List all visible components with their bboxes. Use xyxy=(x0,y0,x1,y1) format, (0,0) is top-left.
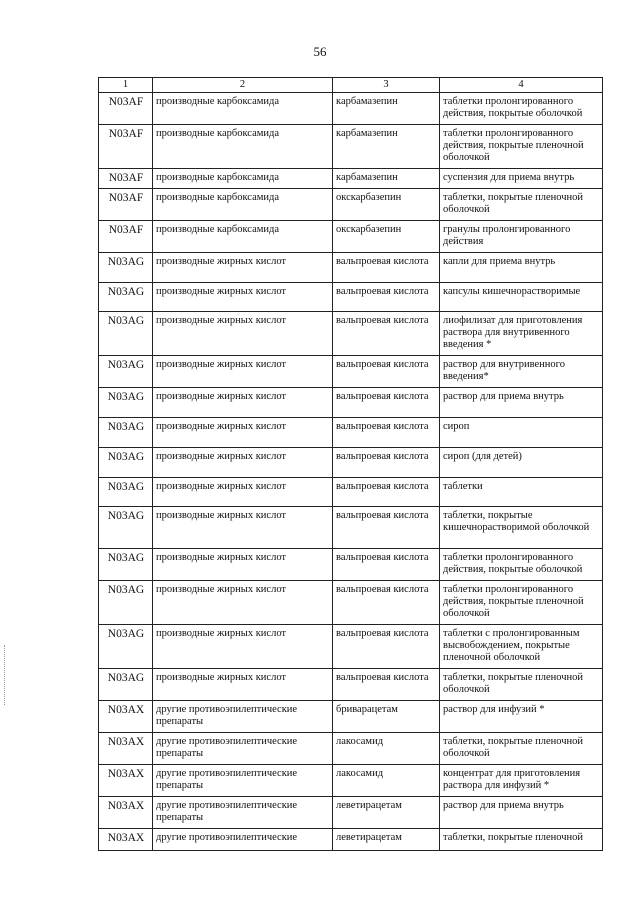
atc-code-cell: N03AX xyxy=(99,765,153,797)
substance-cell: карбамазепин xyxy=(333,125,440,169)
atc-code-cell: N03AG xyxy=(99,625,153,669)
atc-code-cell: N03AG xyxy=(99,478,153,507)
group-cell: другие противоэпилептические препараты xyxy=(153,765,333,797)
group-cell: производные жирных кислот xyxy=(153,356,333,388)
dosage-form-cell: таблетки xyxy=(440,478,603,507)
page-number: 56 xyxy=(313,44,327,59)
group-cell: производные карбоксамида xyxy=(153,221,333,253)
dosage-form-cell: сироп xyxy=(440,418,603,448)
dosage-form-cell: сироп (для детей) xyxy=(440,448,603,478)
table-row xyxy=(99,448,603,478)
atc-code-cell: N03AG xyxy=(99,312,153,356)
substance-cell: окскарбазепин xyxy=(333,189,440,221)
atc-code-cell: N03AG xyxy=(99,448,153,478)
table-row xyxy=(99,189,603,221)
table-row xyxy=(99,253,603,283)
dosage-form-cell: таблетки, покрытые пленочной оболочкой xyxy=(440,669,603,701)
group-cell: производные карбоксамида xyxy=(153,93,333,125)
group-cell: производные жирных кислот xyxy=(153,669,333,701)
group-cell: производные жирных кислот xyxy=(153,253,333,283)
group-cell: производные карбоксамида xyxy=(153,125,333,169)
group-cell: производные жирных кислот xyxy=(153,283,333,312)
group-cell: производные жирных кислот xyxy=(153,625,333,669)
dosage-form-cell: таблетки, покрытые пленочной xyxy=(440,829,603,851)
substance-cell: вальпроевая кислота xyxy=(333,418,440,448)
substance-cell: вальпроевая кислота xyxy=(333,356,440,388)
substance-cell: вальпроевая кислота xyxy=(333,549,440,581)
atc-code-cell: N03AG xyxy=(99,581,153,625)
group-cell: производные жирных кислот xyxy=(153,507,333,549)
table-row xyxy=(99,765,603,797)
table-row xyxy=(99,169,603,189)
table-row xyxy=(99,356,603,388)
atc-code-cell: N03AX xyxy=(99,733,153,765)
dosage-form-cell: суспензия для приема внутрь xyxy=(440,169,603,189)
group-cell: другие противоэпилептические препараты xyxy=(153,701,333,733)
table-row xyxy=(99,797,603,829)
atc-code-cell: N03AG xyxy=(99,253,153,283)
atc-code-cell: N03AF xyxy=(99,125,153,169)
column-header-1: 1 xyxy=(99,78,153,93)
dosage-form-cell: концентрат для приготовления раствора для инфузий * xyxy=(440,765,603,797)
atc-code-cell: N03AG xyxy=(99,388,153,418)
dosage-form-cell: капли для приема внутрь xyxy=(440,253,603,283)
dosage-form-cell: раствор для инфузий * xyxy=(440,701,603,733)
substance-cell: леветирацетам xyxy=(333,829,440,851)
group-cell: производные жирных кислот xyxy=(153,388,333,418)
group-cell: другие противоэпилептические препараты xyxy=(153,733,333,765)
column-header-3: 3 xyxy=(333,78,440,93)
column-header-2: 2 xyxy=(153,78,333,93)
table-row xyxy=(99,312,603,356)
substance-cell: вальпроевая кислота xyxy=(333,507,440,549)
atc-code-cell: N03AG xyxy=(99,669,153,701)
substance-cell: карбамазепин xyxy=(333,93,440,125)
column-header-4: 4 xyxy=(440,78,603,93)
substance-cell: вальпроевая кислота xyxy=(333,581,440,625)
table-body xyxy=(99,93,603,851)
atc-code-cell: N03AX xyxy=(99,829,153,851)
table-row xyxy=(99,283,603,312)
scan-edge-mark xyxy=(4,645,8,705)
group-cell: другие противоэпилептические препараты xyxy=(153,797,333,829)
dosage-form-cell: раствор для приема внутрь xyxy=(440,797,603,829)
dosage-form-cell: таблетки пролонгированного действия, покрытые пленочной оболочкой xyxy=(440,125,603,169)
group-cell: производные жирных кислот xyxy=(153,549,333,581)
dosage-form-cell: таблетки пролонгированного действия, покрытые оболочкой xyxy=(440,93,603,125)
substance-cell: вальпроевая кислота xyxy=(333,448,440,478)
table-row xyxy=(99,701,603,733)
atc-code-cell: N03AG xyxy=(99,507,153,549)
group-cell: производные жирных кислот xyxy=(153,478,333,507)
atc-code-cell: N03AF xyxy=(99,93,153,125)
table-row xyxy=(99,829,603,851)
atc-code-cell: N03AF xyxy=(99,189,153,221)
table-header-row xyxy=(99,78,603,93)
dosage-form-cell: таблетки, покрытые кишечнорастворимой оболочкой xyxy=(440,507,603,549)
table-row xyxy=(99,125,603,169)
substance-cell: вальпроевая кислота xyxy=(333,625,440,669)
group-cell: другие противоэпилептические xyxy=(153,829,333,851)
substance-cell: вальпроевая кислота xyxy=(333,283,440,312)
dosage-form-cell: капсулы кишечнорастворимые xyxy=(440,283,603,312)
table-row xyxy=(99,625,603,669)
dosage-form-cell: таблетки пролонгированного действия, покрытые оболочкой xyxy=(440,549,603,581)
substance-cell: лакосамид xyxy=(333,733,440,765)
substance-cell: вальпроевая кислота xyxy=(333,388,440,418)
table-row xyxy=(99,669,603,701)
table-row xyxy=(99,478,603,507)
substance-cell: окскарбазепин xyxy=(333,221,440,253)
substance-cell: вальпроевая кислота xyxy=(333,669,440,701)
atc-code-cell: N03AG xyxy=(99,418,153,448)
table-row xyxy=(99,93,603,125)
group-cell: производные жирных кислот xyxy=(153,581,333,625)
substance-cell: леветирацетам xyxy=(333,797,440,829)
substance-cell: карбамазепин xyxy=(333,169,440,189)
table-row xyxy=(99,418,603,448)
group-cell: производные жирных кислот xyxy=(153,312,333,356)
table-row xyxy=(99,221,603,253)
dosage-form-cell: гранулы пролонгированного действия xyxy=(440,221,603,253)
atc-code-cell: N03AX xyxy=(99,701,153,733)
substance-cell: вальпроевая кислота xyxy=(333,253,440,283)
group-cell: производные карбоксамида xyxy=(153,169,333,189)
medication-table xyxy=(98,77,603,851)
atc-code-cell: N03AG xyxy=(99,283,153,312)
atc-code-cell: N03AF xyxy=(99,221,153,253)
dosage-form-cell: таблетки, покрытые пленочной оболочкой xyxy=(440,733,603,765)
group-cell: производные жирных кислот xyxy=(153,448,333,478)
atc-code-cell: N03AF xyxy=(99,169,153,189)
dosage-form-cell: лиофилизат для приготовления раствора для внутривенного введения * xyxy=(440,312,603,356)
table-row xyxy=(99,581,603,625)
dosage-form-cell: таблетки пролонгированного действия, покрытые пленочной оболочкой xyxy=(440,581,603,625)
dosage-form-cell: таблетки, покрытые пленочной оболочкой xyxy=(440,189,603,221)
substance-cell: вальпроевая кислота xyxy=(333,312,440,356)
table-row xyxy=(99,388,603,418)
table-row xyxy=(99,733,603,765)
dosage-form-cell: раствор для приема внутрь xyxy=(440,388,603,418)
group-cell: производные карбоксамида xyxy=(153,189,333,221)
atc-code-cell: N03AX xyxy=(99,797,153,829)
atc-code-cell: N03AG xyxy=(99,549,153,581)
substance-cell: вальпроевая кислота xyxy=(333,478,440,507)
dosage-form-cell: таблетки с пролонгированным высвобождением, покрытые пленочной оболочкой xyxy=(440,625,603,669)
group-cell: производные жирных кислот xyxy=(153,418,333,448)
table-row xyxy=(99,549,603,581)
dosage-form-cell: раствор для внутривенного введения* xyxy=(440,356,603,388)
table-row xyxy=(99,507,603,549)
substance-cell: бриварацетам xyxy=(333,701,440,733)
substance-cell: лакосамид xyxy=(333,765,440,797)
atc-code-cell: N03AG xyxy=(99,356,153,388)
